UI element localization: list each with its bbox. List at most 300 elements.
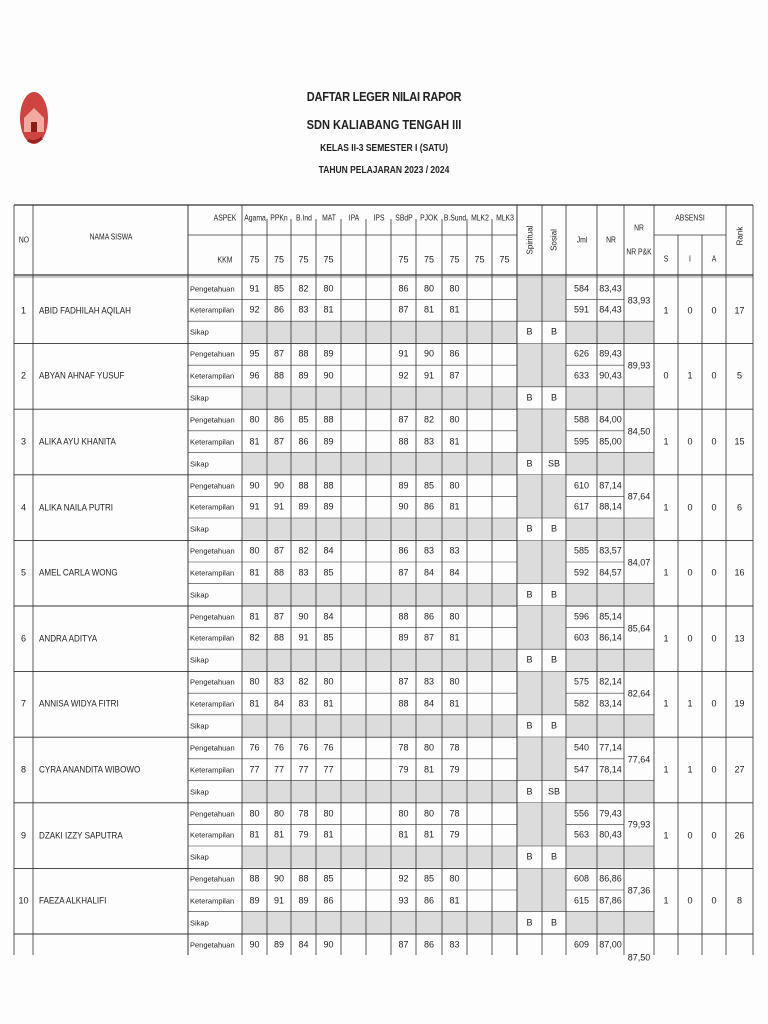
student-name: ALIKA AYU KHANITA (39, 436, 116, 448)
col-header-spiritual: Spiritual (525, 225, 534, 255)
sikap-sosial: SB (547, 786, 561, 797)
nr-pengetahuan: 82,14 (599, 676, 622, 687)
kkm-value: 75 (423, 254, 435, 264)
sikap-row-shade (242, 321, 517, 343)
kkm-value: 75 (449, 254, 460, 264)
score-keterampilan: 92 (398, 370, 409, 381)
score-keterampilan: 91 (423, 370, 435, 381)
score-keterampilan: 79 (449, 764, 460, 775)
aspek-label: Keterampilan (190, 896, 235, 906)
absensi-s: 1 (663, 436, 669, 447)
rank-value: 6 (736, 502, 743, 513)
score-keterampilan: 86 (423, 501, 435, 512)
jml-keterampilan: 582 (573, 698, 590, 709)
nr-keterampilan: 90,43 (599, 370, 622, 381)
aspek-label: Sikap (190, 327, 209, 337)
score-keterampilan: 77 (298, 764, 309, 775)
aspek-label: Keterampilan (190, 436, 235, 446)
aspek-label: Keterampilan (190, 699, 235, 709)
score-pengetahuan: 83 (273, 676, 285, 687)
nr-pk: 85,64 (627, 623, 651, 634)
jml-pengetahuan: 626 (573, 348, 590, 359)
score-keterampilan: 81 (423, 829, 435, 840)
score-pengetahuan: 80 (249, 808, 260, 819)
score-pengetahuan: 89 (398, 480, 409, 491)
score-keterampilan: 81 (449, 436, 460, 447)
score-pengetahuan: 76 (249, 742, 260, 753)
nr-pengetahuan: 83,43 (599, 283, 622, 294)
student-no: 7 (20, 698, 27, 709)
col-header-subject: IPA (348, 213, 359, 222)
score-pengetahuan: 88 (298, 873, 309, 884)
sikap-row-shade (566, 452, 654, 474)
student-no: 3 (20, 436, 27, 447)
score-pengetahuan: 83 (423, 676, 435, 687)
score-pengetahuan: 87 (398, 676, 409, 687)
absensi-i: 0 (687, 305, 693, 316)
score-pengetahuan: 88 (298, 348, 309, 359)
nr-pengetahuan: 87,14 (599, 480, 622, 491)
score-pengetahuan: 89 (323, 348, 334, 359)
score-keterampilan: 86 (298, 436, 309, 447)
aspek-label: Keterampilan (190, 371, 235, 381)
score-pengetahuan: 87 (273, 611, 285, 622)
score-keterampilan: 91 (273, 895, 285, 906)
col-header-kkm: KKM (217, 255, 233, 264)
nr-pk: 87,50 (627, 952, 651, 963)
nr-pengetahuan: 79,43 (599, 808, 622, 819)
score-keterampilan: 81 (273, 829, 285, 840)
score-pengetahuan: 90 (249, 480, 260, 491)
score-pengetahuan: 90 (273, 480, 285, 491)
col-header-subject: B.Ind (295, 213, 312, 222)
score-keterampilan: 89 (323, 501, 334, 512)
score-keterampilan: 81 (249, 829, 260, 840)
absensi-s: 1 (663, 698, 669, 709)
aspek-label: Sikap (190, 852, 209, 862)
nr-keterampilan: 85,00 (599, 436, 622, 447)
jml-pengetahuan: 584 (573, 283, 590, 294)
score-keterampilan: 81 (423, 304, 435, 315)
rank-value: 8 (736, 895, 743, 906)
score-keterampilan: 81 (323, 698, 334, 709)
score-keterampilan: 87 (449, 370, 460, 381)
jml-pengetahuan: 540 (573, 742, 590, 753)
score-pengetahuan: 84 (298, 939, 309, 950)
sikap-row-shade (242, 780, 517, 802)
nr-keterampilan: 80,43 (599, 829, 622, 840)
score-keterampilan: 87 (423, 632, 435, 643)
sikap-sosial: B (550, 917, 558, 928)
aspek-label: Pengetahuan (190, 874, 235, 884)
col-header-subject: B.Sund (443, 213, 466, 222)
nr-keterampilan: 87,86 (599, 895, 622, 906)
jml-pengetahuan: 588 (573, 414, 590, 425)
sikap-row-shade (566, 912, 654, 934)
col-header-subject: SBdP (394, 213, 413, 222)
score-pengetahuan: 80 (449, 414, 460, 425)
nr-pk: 87,64 (627, 491, 651, 502)
sikap-row-shade (242, 715, 517, 737)
nr-pengetahuan: 89,43 (599, 348, 622, 359)
absensi-i: 0 (687, 436, 693, 447)
score-pengetahuan: 82 (298, 545, 309, 556)
sikap-sosial: SB (547, 458, 561, 469)
aspek-label: Keterampilan (190, 305, 235, 315)
score-pengetahuan: 90 (298, 611, 309, 622)
absensi-i: 0 (687, 567, 693, 578)
kkm-value: 75 (323, 254, 334, 264)
score-pengetahuan: 90 (273, 873, 285, 884)
score-keterampilan: 92 (249, 304, 260, 315)
score-keterampilan: 86 (423, 895, 435, 906)
nr-pk: 77,64 (627, 754, 651, 765)
score-keterampilan: 81 (323, 829, 334, 840)
col-header-nr: NR (605, 235, 616, 245)
score-keterampilan: 83 (298, 567, 309, 578)
score-keterampilan: 93 (398, 895, 409, 906)
col-header-s: S (663, 254, 669, 263)
sikap-row-shade (566, 518, 654, 540)
score-keterampilan: 89 (398, 632, 409, 643)
score-pengetahuan: 85 (298, 414, 309, 425)
sikap-row-shade (566, 649, 654, 671)
kkm-value: 75 (474, 254, 485, 264)
sikap-row-shade (566, 584, 654, 606)
jml-keterampilan: 603 (573, 632, 590, 643)
score-keterampilan: 91 (298, 632, 309, 643)
student-name: ANNISA WIDYA FITRI (39, 698, 119, 710)
score-pengetahuan: 88 (298, 480, 309, 491)
nr-pk: 87,36 (627, 885, 651, 896)
score-pengetahuan: 82 (298, 676, 309, 687)
absensi-i: 0 (687, 895, 693, 906)
score-pengetahuan: 85 (323, 873, 334, 884)
spiritual-shade (517, 606, 566, 649)
score-keterampilan: 87 (398, 304, 409, 315)
absensi-s: 1 (663, 502, 669, 513)
score-keterampilan: 81 (249, 436, 260, 447)
score-pengetahuan: 82 (423, 414, 435, 425)
spiritual-shade (517, 409, 566, 452)
sikap-spiritual: B (526, 326, 533, 337)
score-pengetahuan: 80 (398, 808, 409, 819)
score-pengetahuan: 80 (323, 808, 334, 819)
document-title: DAFTAR LEGER NILAI RAPOR (306, 89, 462, 104)
sikap-spiritual: B (526, 523, 533, 534)
score-keterampilan: 87 (273, 436, 285, 447)
score-keterampilan: 82 (249, 632, 260, 643)
score-keterampilan: 85 (323, 567, 334, 578)
jml-keterampilan: 547 (573, 764, 590, 775)
aspek-label: Pengetahuan (190, 349, 235, 359)
spiritual-shade (517, 278, 566, 321)
student-no: 4 (20, 502, 27, 513)
student-name: FAEZA ALKHALIFI (39, 895, 107, 907)
nr-keterampilan: 83,14 (599, 698, 622, 709)
score-keterampilan: 77 (323, 764, 334, 775)
absensi-s: 1 (663, 830, 669, 841)
sikap-row-shade (242, 649, 517, 671)
kkm-value: 75 (398, 254, 409, 264)
score-pengetahuan: 86 (273, 414, 285, 425)
sikap-spiritual: B (526, 786, 533, 797)
absensi-i: 0 (687, 502, 693, 513)
sikap-row-shade (566, 715, 654, 737)
absensi-i: 1 (687, 370, 693, 381)
score-keterampilan: 90 (323, 370, 334, 381)
aspek-label: Sikap (190, 918, 209, 928)
score-pengetahuan: 90 (423, 348, 435, 359)
score-pengetahuan: 83 (423, 545, 435, 556)
score-keterampilan: 81 (423, 764, 435, 775)
absensi-i: 1 (687, 764, 693, 775)
score-pengetahuan: 78 (449, 808, 460, 819)
score-pengetahuan: 76 (323, 742, 334, 753)
score-pengetahuan: 80 (449, 480, 460, 491)
aspek-label: Pengetahuan (190, 808, 235, 818)
class-semester: KELAS II-3 SEMESTER I (SATU) (320, 143, 448, 154)
score-pengetahuan: 88 (323, 480, 334, 491)
aspek-label: Keterampilan (190, 633, 235, 643)
absensi-i: 0 (687, 830, 693, 841)
score-keterampilan: 77 (249, 764, 260, 775)
score-keterampilan: 88 (273, 567, 285, 578)
jml-pengetahuan: 608 (573, 873, 590, 884)
jml-keterampilan: 617 (573, 501, 590, 512)
score-pengetahuan: 86 (398, 545, 409, 556)
score-keterampilan: 83 (423, 436, 435, 447)
kkm-value: 75 (249, 254, 260, 264)
sikap-spiritual: B (526, 458, 533, 469)
score-pengetahuan: 92 (398, 873, 409, 884)
nr-pengetahuan: 83,57 (599, 545, 622, 556)
score-pengetahuan: 78 (398, 742, 409, 753)
jml-keterampilan: 633 (573, 370, 590, 381)
sikap-row-shade (566, 846, 654, 868)
score-pengetahuan: 80 (449, 873, 460, 884)
student-no: 2 (20, 370, 27, 381)
sikap-row-shade (242, 584, 517, 606)
absensi-a: 0 (711, 436, 717, 447)
score-pengetahuan: 86 (423, 939, 435, 950)
score-pengetahuan: 86 (423, 611, 435, 622)
student-no: 9 (20, 830, 27, 841)
student-name: CYRA ANANDITA WIBOWO (39, 764, 141, 776)
score-pengetahuan: 80 (423, 283, 435, 294)
nr-pengetahuan: 87,00 (599, 939, 622, 950)
nr-keterampilan: 88,14 (599, 501, 622, 512)
rank-value: 17 (734, 305, 745, 316)
score-keterampilan: 89 (298, 370, 309, 381)
absensi-a: 0 (711, 567, 717, 578)
jml-pengetahuan: 575 (573, 676, 590, 687)
score-pengetahuan: 87 (273, 348, 285, 359)
academic-year: TAHUN PELAJARAN 2023 / 2024 (318, 165, 450, 176)
absensi-a: 0 (711, 764, 717, 775)
sikap-spiritual: B (526, 917, 533, 928)
score-keterampilan: 89 (298, 501, 309, 512)
score-pengetahuan: 81 (249, 611, 260, 622)
aspek-label: Pengetahuan (190, 284, 235, 294)
score-pengetahuan: 88 (323, 414, 334, 425)
spiritual-shade (517, 868, 566, 911)
sikap-row-shade (242, 912, 517, 934)
score-pengetahuan: 80 (449, 611, 460, 622)
student-no: 1 (20, 305, 27, 316)
absensi-a: 0 (711, 305, 717, 316)
rank-value: 26 (734, 830, 745, 841)
spiritual-shade (517, 672, 566, 715)
score-pengetahuan: 87 (398, 939, 409, 950)
absensi-a: 0 (711, 502, 717, 513)
sikap-spiritual: B (526, 589, 533, 600)
col-header-aspek: ASPEK (213, 213, 237, 222)
col-header-rank: Rank (735, 226, 744, 246)
score-pengetahuan: 90 (323, 939, 334, 950)
score-pengetahuan: 78 (298, 808, 309, 819)
col-header-subject: MLK3 (495, 213, 514, 222)
aspek-label: Pengetahuan (190, 480, 235, 490)
score-pengetahuan: 82 (298, 283, 309, 294)
score-pengetahuan: 85 (273, 283, 285, 294)
jml-keterampilan: 591 (573, 304, 590, 315)
spiritual-shade (517, 737, 566, 780)
aspek-label: Pengetahuan (190, 546, 235, 556)
score-pengetahuan: 80 (423, 808, 435, 819)
sikap-sosial: B (550, 589, 558, 600)
score-keterampilan: 90 (398, 501, 409, 512)
sikap-row-shade (566, 780, 654, 802)
col-header-absensi: ABSENSI (675, 213, 705, 222)
col-header-nrpk: NR P&K (626, 247, 652, 256)
rank-value: 13 (734, 633, 745, 644)
absensi-a: 0 (711, 370, 717, 381)
score-pengetahuan: 88 (398, 611, 409, 622)
spiritual-shade (517, 344, 566, 387)
sikap-row-shade (566, 321, 654, 343)
absensi-s: 1 (663, 764, 669, 775)
score-pengetahuan: 78 (449, 742, 460, 753)
kkm-value: 75 (298, 254, 309, 264)
jml-pengetahuan: 609 (573, 939, 590, 950)
sikap-spiritual: B (526, 720, 533, 731)
score-keterampilan: 91 (273, 501, 285, 512)
score-pengetahuan: 80 (249, 414, 260, 425)
score-pengetahuan: 80 (449, 676, 460, 687)
score-keterampilan: 81 (449, 895, 460, 906)
score-keterampilan: 79 (449, 829, 460, 840)
score-pengetahuan: 85 (423, 873, 435, 884)
sikap-sosial: B (550, 851, 558, 862)
score-keterampilan: 81 (249, 567, 260, 578)
aspek-label: Sikap (190, 655, 209, 665)
aspek-label: Pengetahuan (190, 940, 235, 950)
score-pengetahuan: 84 (323, 545, 334, 556)
absensi-a: 0 (711, 895, 717, 906)
absensi-a: 0 (711, 698, 717, 709)
col-header-subject: MAT (321, 213, 336, 222)
score-pengetahuan: 85 (423, 480, 435, 491)
score-keterampilan: 85 (323, 632, 334, 643)
aspek-label: Sikap (190, 458, 209, 468)
aspek-label: Keterampilan (190, 568, 235, 578)
score-pengetahuan: 87 (398, 414, 409, 425)
nr-pk: 83,93 (627, 295, 651, 306)
spiritual-shade (517, 475, 566, 518)
jml-pengetahuan: 585 (573, 545, 590, 556)
score-keterampilan: 84 (423, 698, 435, 709)
col-header-no: NO (18, 235, 29, 245)
score-keterampilan: 87 (398, 567, 409, 578)
score-keterampilan: 81 (449, 501, 460, 512)
jml-keterampilan: 595 (573, 436, 590, 447)
student-no: 6 (20, 633, 27, 644)
nr-pk: 84,07 (627, 557, 651, 568)
nr-pengetahuan: 86,86 (599, 873, 622, 884)
col-header-subject: IPS (373, 213, 384, 222)
score-keterampilan: 89 (323, 436, 334, 447)
score-pengetahuan: 95 (249, 348, 260, 359)
jml-pengetahuan: 596 (573, 611, 590, 622)
student-no: 8 (20, 764, 27, 775)
student-no: 5 (20, 567, 27, 578)
absensi-i: 0 (687, 633, 693, 644)
score-pengetahuan: 80 (423, 742, 435, 753)
score-pengetahuan: 76 (273, 742, 285, 753)
score-keterampilan: 96 (249, 370, 260, 381)
jml-keterampilan: 592 (573, 567, 590, 578)
col-header-i: I (689, 254, 691, 263)
score-keterampilan: 88 (273, 370, 285, 381)
student-name: ALIKA NAILA PUTRI (39, 502, 114, 514)
nr-pk: 89,93 (627, 360, 651, 371)
col-header-subject: PPKn (270, 213, 288, 222)
score-pengetahuan: 91 (398, 348, 409, 359)
nr-pengetahuan: 84,00 (599, 414, 622, 425)
aspek-label: Sikap (190, 786, 209, 796)
score-pengetahuan: 84 (323, 611, 334, 622)
spiritual-shade (517, 803, 566, 846)
absensi-s: 1 (663, 305, 669, 316)
score-keterampilan: 88 (398, 436, 409, 447)
jml-keterampilan: 615 (573, 895, 590, 906)
nr-keterampilan: 84,43 (599, 304, 622, 315)
student-no: 10 (18, 895, 29, 906)
score-keterampilan: 86 (323, 895, 334, 906)
sikap-row-shade (242, 846, 517, 868)
score-keterampilan: 89 (298, 895, 309, 906)
score-pengetahuan: 80 (249, 676, 260, 687)
school-name: SDN KALIABANG TENGAH III (306, 117, 462, 132)
score-keterampilan: 81 (249, 698, 260, 709)
score-keterampilan: 81 (323, 304, 334, 315)
score-keterampilan: 91 (249, 501, 260, 512)
score-keterampilan: 79 (398, 764, 409, 775)
aspek-label: Pengetahuan (190, 415, 235, 425)
absensi-s: 1 (663, 895, 669, 906)
rank-value: 19 (734, 698, 745, 709)
score-keterampilan: 83 (298, 698, 309, 709)
score-pengetahuan: 80 (323, 676, 334, 687)
aspek-label: Keterampilan (190, 502, 235, 512)
nr-pengetahuan: 77,14 (599, 742, 622, 753)
jml-pengetahuan: 610 (573, 480, 590, 491)
sikap-row-shade (242, 518, 517, 540)
aspek-label: Sikap (190, 393, 209, 403)
score-keterampilan: 83 (298, 304, 309, 315)
score-pengetahuan: 83 (449, 939, 460, 950)
